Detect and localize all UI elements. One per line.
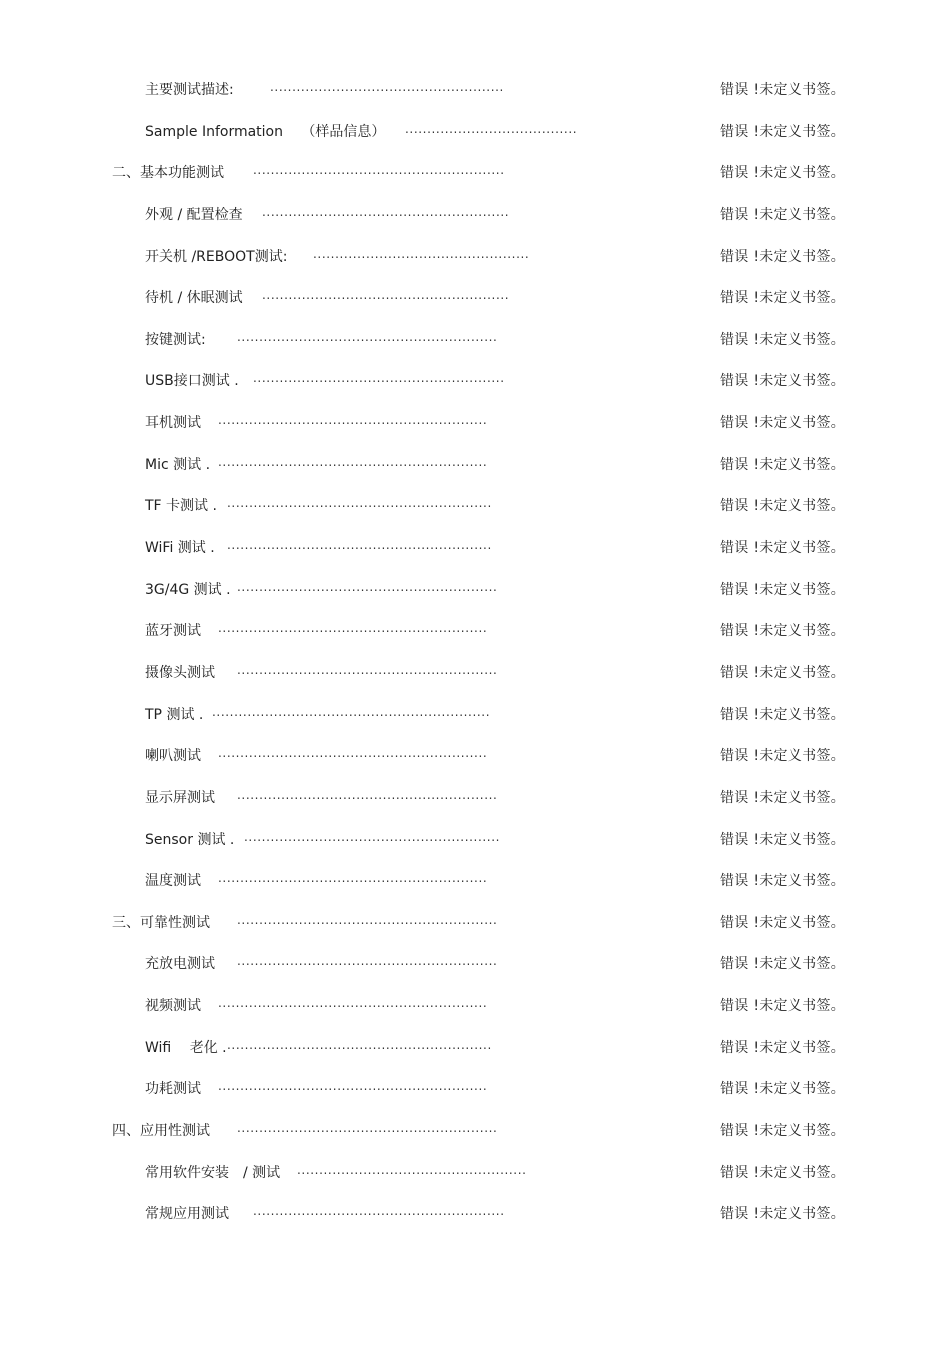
toc-dot-leader: ............................................................ xyxy=(227,538,492,553)
toc-page-reference: 错误 !未定义书签。 xyxy=(720,1123,846,1140)
table-of-contents xyxy=(0,70,950,1236)
toc-page-reference: 错误 !未定义书签。 xyxy=(720,914,846,931)
toc-page-reference: 错误 !未定义书签。 xyxy=(720,456,846,473)
toc-entry[interactable] xyxy=(0,1111,950,1153)
toc-entry[interactable] xyxy=(0,861,950,903)
toc-dot-leader: ............................................................. xyxy=(218,996,488,1011)
toc-dot-leader: .................................................... xyxy=(297,1162,527,1177)
toc-page-reference: 错误 !未定义书签。 xyxy=(720,1081,846,1098)
toc-entry-title: 二、基本功能测试 xyxy=(112,165,224,182)
toc-page-reference: 错误 !未定义书签。 xyxy=(720,331,846,348)
toc-entry[interactable] xyxy=(0,611,950,653)
toc-entry-title: 耳机测试 xyxy=(145,415,201,432)
toc-entry[interactable] xyxy=(0,237,950,279)
toc-entry-title: USB接口测试 . xyxy=(145,373,239,390)
toc-page-reference: 错误 !未定义书签。 xyxy=(720,82,846,98)
toc-page-reference: 错误 !未定义书签。 xyxy=(720,290,846,307)
toc-page-reference: 错误 !未定义书签。 xyxy=(720,248,846,265)
toc-page-reference: 错误 !未定义书签。 xyxy=(720,706,846,723)
toc-page-reference: 错误 !未定义书签。 xyxy=(720,581,846,598)
toc-dot-leader: ........................................................... xyxy=(237,579,498,594)
toc-dot-leader: ............................................................... xyxy=(212,704,491,719)
toc-page-reference: 错误 !未定义书签。 xyxy=(720,1164,846,1181)
toc-entry[interactable] xyxy=(0,153,950,195)
toc-page-reference: 错误 !未定义书签。 xyxy=(720,1206,846,1223)
toc-entry[interactable] xyxy=(0,944,950,986)
toc-dot-leader: ........................................................... xyxy=(237,329,498,344)
toc-page-reference: 错误 !未定义书签。 xyxy=(720,873,846,890)
toc-dot-leader: .......................................................... xyxy=(244,829,501,844)
toc-entry-title: 主要测试描述: xyxy=(145,82,234,98)
toc-entry-title: Mic 测试 . xyxy=(145,456,211,473)
toc-entry[interactable] xyxy=(0,653,950,695)
toc-dot-leader: ............................................................ xyxy=(227,496,492,511)
toc-dot-leader: ........................................................... xyxy=(237,954,498,969)
toc-entry[interactable] xyxy=(0,320,950,362)
toc-dot-leader: ............................................................. xyxy=(218,746,488,761)
toc-entry[interactable] xyxy=(0,486,950,528)
toc-dot-leader: ................................................. xyxy=(313,246,530,261)
toc-entry-title: 常用软件安装 / 测试 xyxy=(145,1164,281,1181)
toc-dot-leader: ........................................................... xyxy=(237,912,498,927)
toc-entry-title: 显示屏测试 xyxy=(145,789,215,806)
toc-page-reference: 错误 !未定义书签。 xyxy=(720,123,846,140)
toc-page-reference: 错误 !未定义书签。 xyxy=(720,540,846,557)
toc-entry-title: 喇叭测试 xyxy=(145,748,201,765)
toc-entry-title: 四、应用性测试 xyxy=(112,1123,210,1140)
toc-entry[interactable] xyxy=(0,1028,950,1070)
toc-page-reference: 错误 !未定义书签。 xyxy=(720,623,846,640)
toc-entry-title: 三、可靠性测试 xyxy=(112,914,210,931)
toc-entry[interactable] xyxy=(0,278,950,320)
toc-page-reference: 错误 !未定义书签。 xyxy=(720,831,846,848)
toc-dot-leader: ........................................................... xyxy=(237,662,498,677)
toc-page-reference: 错误 !未定义书签。 xyxy=(720,789,846,806)
toc-entry[interactable] xyxy=(0,195,950,237)
toc-page-reference: 错误 !未定义书签。 xyxy=(720,998,846,1015)
toc-page-reference: 错误 !未定义书签。 xyxy=(720,748,846,765)
toc-dot-leader: ......................................................... xyxy=(253,371,505,386)
toc-entry-title: Sensor 测试 . xyxy=(145,831,235,848)
toc-dot-leader: ..................................................... xyxy=(270,80,504,94)
toc-entry-title: 温度测试 xyxy=(145,873,201,890)
toc-page-reference: 错误 !未定义书签。 xyxy=(720,1039,846,1056)
toc-page-reference: 错误 !未定义书签。 xyxy=(720,415,846,432)
toc-dot-leader: ............................................................. xyxy=(218,621,488,636)
toc-dot-leader: ............................................................. xyxy=(218,1079,488,1094)
toc-entry-title: 开关机 /REBOOT测试: xyxy=(145,248,288,265)
toc-entry-title: 外观 / 配置检查 xyxy=(145,206,243,223)
toc-page-reference: 错误 !未定义书签。 xyxy=(720,664,846,681)
toc-page-reference: 错误 !未定义书签。 xyxy=(720,373,846,390)
toc-dot-leader: ......................................................... xyxy=(253,1204,505,1219)
toc-entry[interactable] xyxy=(0,695,950,737)
toc-entry[interactable] xyxy=(0,361,950,403)
toc-entry[interactable] xyxy=(0,403,950,445)
toc-dot-leader: ....................................... xyxy=(405,121,578,136)
toc-entry-title: Sample Information （样品信息） xyxy=(145,123,386,140)
toc-entry-title: 按键测试: xyxy=(145,331,206,348)
toc-dot-leader: ............................................................. xyxy=(218,454,488,469)
toc-entry[interactable] xyxy=(0,528,950,570)
toc-entry-title: 充放电测试 xyxy=(145,956,215,973)
toc-page-reference: 错误 !未定义书签。 xyxy=(720,165,846,182)
toc-dot-leader: ........................................................... xyxy=(237,787,498,802)
toc-dot-leader: ............................................................. xyxy=(218,871,488,886)
toc-entry[interactable] xyxy=(0,70,950,112)
toc-dot-leader: ......................................................... xyxy=(253,163,505,178)
toc-dot-leader: ........................................................ xyxy=(262,288,510,303)
toc-entry[interactable] xyxy=(0,570,950,612)
toc-entry-title: 常规应用测试 xyxy=(145,1206,229,1223)
toc-entry-title: WiFi 测试 . xyxy=(145,540,215,557)
toc-page-reference: 错误 !未定义书签。 xyxy=(720,206,846,223)
toc-entry[interactable] xyxy=(0,986,950,1028)
toc-entry[interactable] xyxy=(0,112,950,154)
toc-entry-title: 蓝牙测试 xyxy=(145,623,201,640)
toc-entry[interactable] xyxy=(0,736,950,778)
toc-entry-title: TF 卡测试 . xyxy=(145,498,217,515)
toc-entry-title: 视频测试 xyxy=(145,998,201,1015)
toc-dot-leader: ............................................................. xyxy=(218,413,488,428)
toc-entry[interactable] xyxy=(0,445,950,487)
toc-entry-title: 功耗测试 xyxy=(145,1081,201,1098)
toc-page-reference: 错误 !未定义书签。 xyxy=(720,956,846,973)
toc-entry[interactable] xyxy=(0,778,950,820)
toc-entry-title: TP 测试 . xyxy=(145,706,204,723)
toc-entry[interactable] xyxy=(0,1153,950,1195)
toc-entry[interactable] xyxy=(0,820,950,862)
toc-entry-title: 待机 / 休眠测试 xyxy=(145,290,243,307)
toc-entry-title: 3G/4G 测试 . xyxy=(145,581,231,598)
toc-page-reference: 错误 !未定义书签。 xyxy=(720,498,846,515)
toc-entry[interactable] xyxy=(0,1069,950,1111)
toc-entry-title: 摄像头测试 xyxy=(145,664,215,681)
toc-entry-title: Wifi 老化 . xyxy=(145,1039,227,1056)
toc-dot-leader: ........................................................ xyxy=(262,204,510,219)
toc-dot-leader: ........................................................... xyxy=(237,1121,498,1136)
toc-entry[interactable] xyxy=(0,1194,950,1236)
toc-entry[interactable] xyxy=(0,903,950,945)
toc-dot-leader: ............................................................ xyxy=(227,1037,492,1052)
